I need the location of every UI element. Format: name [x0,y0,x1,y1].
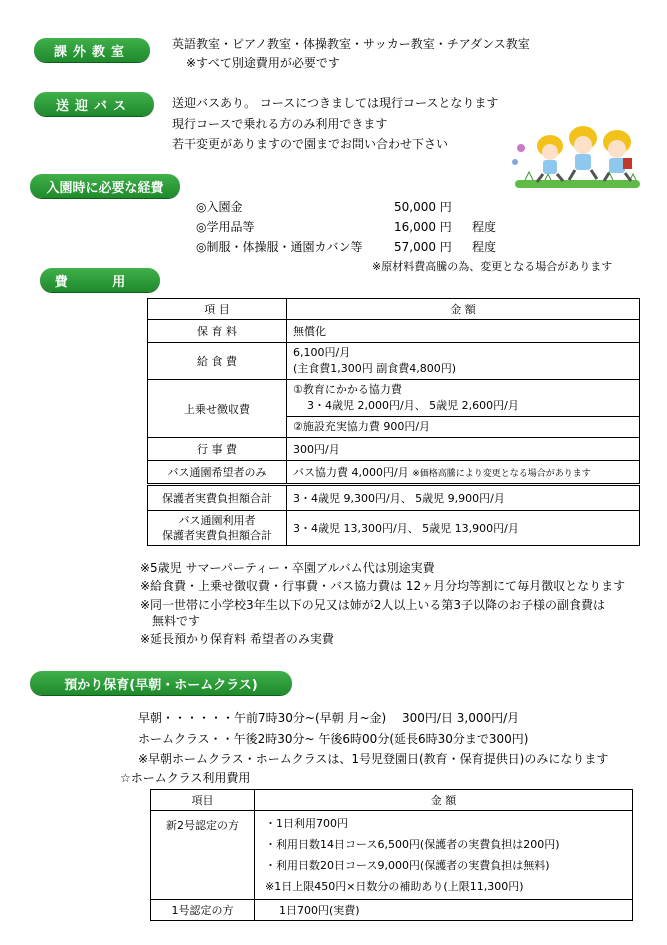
fee-label: 保 育 料 [148,320,287,343]
fee-note-5: ※延長預かり保育料 希望者のみ実費 [140,632,334,646]
table-row [148,343,640,380]
table-row [148,380,640,438]
fee-label: 上乗せ徴収費 [148,380,287,438]
fee-header-item: 項 目 [148,299,287,320]
homeclass-value: ・1日利用700円 [265,817,348,830]
homeclass-value: ※1日上限450円×日数分の補助あり(上限11,300円) [265,880,524,893]
table-row [151,900,633,921]
fee-label: バス通園希望者のみ [148,461,287,485]
homeclass-value: ・利用日数14日コース6,500円(保護者の実費負担は200円) [265,838,560,851]
fee-label-cell [148,511,287,546]
care-line3: ※早朝ホームクラス・ホームクラスは、1号児登園日(教育・保育提供日)のみになります [138,752,609,766]
fee-value-cell [287,461,640,485]
admission-item-label: ◎入園金 [196,200,243,214]
fee-value: ②施設充実協力費 900円/月 [287,416,639,435]
fee-value: 300円/月 [287,438,640,461]
fee-value: (主食費1,300円 副食費4,800円) [293,362,457,375]
fee-value: 3・4歳児 9,300円/月、 5歳児 9,900円/月 [287,485,640,511]
fee-value: ①教育にかかる協力費 [293,383,402,396]
fee-value: 6,100円/月 [293,346,351,359]
fee-label: 保護者実費負担額合計 [162,529,272,542]
homeclass-header-amount: 金 額 [255,790,633,811]
fee-value: 無償化 [287,320,640,343]
fee-value: 3・4歳児 2,000円/月、 5歳児 2,600円/月 [307,399,519,412]
homeclass-table [150,789,633,921]
extra-classes-line1: 英語教室・ピアノ教室・体操教室・サッカー教室・チアダンス教室 [172,37,530,51]
table-row [148,299,640,320]
fee-value: バス協力費 4,000円/月 [293,466,409,479]
bus-line1: 送迎バスあり。 コースにつきましては現行コースとなります [172,96,499,110]
care-line2: ホームクラス・・午後2時30分~ 午後6時00分(延長6時30分まで300円) [138,732,529,746]
fee-value-cell [287,343,640,380]
table-row [151,790,633,811]
admission-item-amount: 16,000 円 [394,220,452,234]
admission-item-label: ◎制服・体操服・通園カバン等 [196,240,363,254]
care-line4: ☆ホームクラス利用費用 [120,771,251,785]
fee-note-4: 無料です [152,614,201,628]
section-title-extra-classes: 課外教室 [34,38,150,62]
section-title-bus: 送迎バス [34,92,154,116]
fee-header-amount: 金 額 [287,299,640,320]
admission-item-amount: 57,000 円 [394,240,452,254]
fee-note-3: ※同一世帯に小学校3年生以下の兄又は姉が2人以上いる第3子以降のお子様の副食費は [140,598,605,612]
homeclass-value-cell [255,811,633,900]
admission-footnote: ※原材料費高騰の為、変更となる場合があります [372,260,613,273]
table-row [151,811,633,900]
table-row [148,461,640,485]
fee-table [147,298,640,546]
fee-note-1: ※5歳児 サマーパーティー・卒園アルバム代は別途実費 [140,561,435,575]
homeclass-value: 1日700円(実費) [255,900,633,921]
homeclass-value: ・利用日数20日コース9,000円(保護者の実費負担は無料) [265,859,550,872]
fee-label: バス通園利用者 [178,514,256,527]
fee-label: 給 食 費 [148,343,287,380]
fee-label: 行 事 費 [148,438,287,461]
admission-item-amount: 50,000 円 [394,200,452,214]
admission-item-note: 程度 [472,220,497,234]
fee-note-2: ※給食費・上乗せ徴収費・行事費・バス協力費は 12ヶ月分均等割にて毎月徴収となります [140,579,626,593]
section-title-admission: 入園時に必要な経費 [30,174,180,198]
fee-note: ※価格高騰により変更となる場合があります [412,469,591,479]
admission-item-note: 程度 [472,240,497,254]
extra-classes-line2: ※すべて別途費用が必要です [186,56,340,70]
table-row [148,511,640,546]
bus-line2: 現行コースで乗れる方のみ利用できます [172,117,388,131]
table-row [148,438,640,461]
homeclass-label: 1号認定の方 [151,900,255,921]
table-row [148,485,640,511]
table-row [148,320,640,343]
section-title-fees: 費 用 [40,268,160,292]
children-running-illustration [505,118,655,198]
fee-value: 3・4歳児 13,300円/月、 5歳児 13,900円/月 [287,511,640,546]
section-title-care: 預かり保育(早朝・ホームクラス) [30,671,292,695]
homeclass-header-item: 項目 [151,790,255,811]
care-line1: 早朝・・・・・・午前7時30分~(早朝 月~金) 300円/日 3,000円/月 [138,711,520,725]
fee-value-cell [287,380,640,438]
bus-line3: 若干変更がありますので園までお問い合わせ下さい [172,137,449,151]
homeclass-label: 新2号認定の方 [151,811,255,900]
admission-item-label: ◎学用品等 [196,220,255,234]
fee-label: 保護者実費負担額合計 [148,485,287,511]
